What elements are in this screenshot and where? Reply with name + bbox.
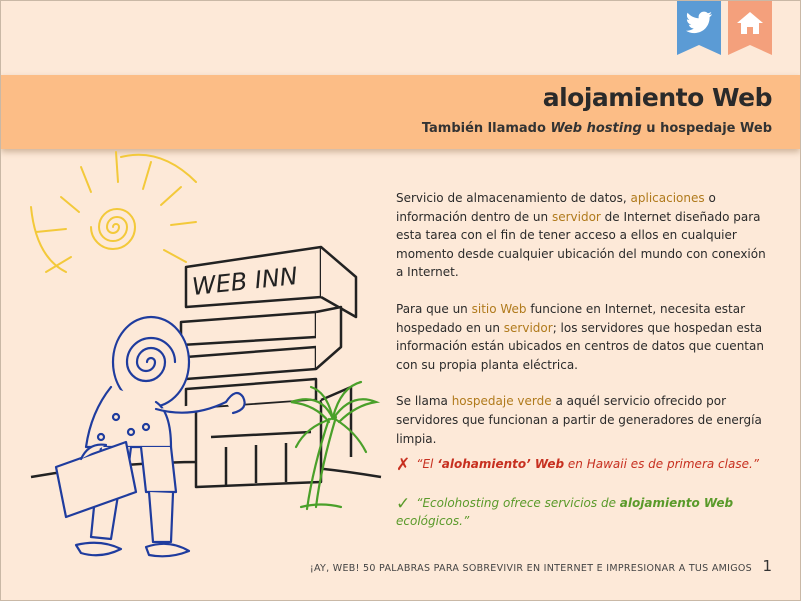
hotel-sign-text: WEB INN: [190, 262, 300, 301]
link-aplicaciones[interactable]: aplicaciones: [630, 191, 705, 205]
link-sitio-web[interactable]: sitio Web: [471, 301, 527, 316]
wrong-text-1: “El: [416, 457, 438, 471]
page-title: alojamiento Web: [542, 83, 772, 112]
p3-text-2: a aquél servicio ofrecido por servidores que funcionan a partir de generadores de energía limpia.: [396, 394, 762, 446]
paragraph-definition: [396, 189, 776, 282]
p3-text-1: Se llama: [396, 394, 452, 409]
right-text-bold: alojamiento Web: [619, 496, 734, 510]
p2-text-3: ; los servidores que hospedan esta información están ubicados en centros de datos que cuentan con su propia planta eléctrica.: [396, 320, 764, 372]
home-icon: [736, 11, 764, 35]
right-text-1: “Ecolohosting ofrece servicios de: [416, 496, 620, 510]
paragraph-green-hosting: [396, 392, 776, 448]
incorrect-usage-example: [396, 455, 759, 475]
header-band: [1, 75, 800, 149]
subtitle-suffix: u hospedaje Web: [641, 121, 772, 136]
wrong-text-bold: ‘alohamiento’ Web: [437, 457, 565, 471]
twitter-bird-icon: [685, 11, 713, 35]
p2-text-2: funcione en Internet, necesita estar hospedado en un: [396, 301, 746, 335]
p1-text-1: Servicio de almacenamiento de datos,: [396, 191, 631, 205]
page-number: 1: [762, 557, 772, 575]
paragraph-hosting-need: [396, 300, 776, 374]
definition-content: [396, 189, 776, 466]
book-footer: ¡AY, WEB! 50 PALABRAS PARA SOBREVIVIR EN INTERNET E IMPRESIONAR A TUS AMIGOS: [309, 563, 752, 574]
p1-text-3: de Internet diseñado para esta tarea con el fin de tener acceso a ellos en cualquier momento desde cualquier ubicación del mundo con conexión a Internet.: [396, 209, 766, 280]
right-text-2: ecológicos.”: [396, 514, 470, 528]
page-subtitle: [422, 121, 772, 136]
sun-drawing: [31, 152, 196, 272]
twitter-ribbon-button[interactable]: [677, 1, 721, 55]
check-mark-icon: ✓: [396, 494, 411, 514]
p2-text-1: Para que un: [396, 301, 472, 316]
link-servidor[interactable]: servidor: [551, 209, 601, 224]
subtitle-emphasis: Web hosting: [550, 121, 642, 136]
cross-mark-icon: ✗: [396, 455, 411, 475]
web-inn-illustration: [21, 147, 391, 577]
p1-text-2: o información dentro de un: [396, 191, 716, 224]
link-servidor-2[interactable]: servidor: [503, 320, 553, 335]
wrong-text-2: en Hawaii es de primera clase.”: [564, 457, 759, 471]
correct-usage-example: [396, 494, 800, 528]
subtitle-prefix: También llamado: [421, 121, 551, 136]
home-ribbon-button[interactable]: [728, 1, 772, 55]
link-hospedaje-verde[interactable]: hospedaje verde: [451, 394, 552, 409]
